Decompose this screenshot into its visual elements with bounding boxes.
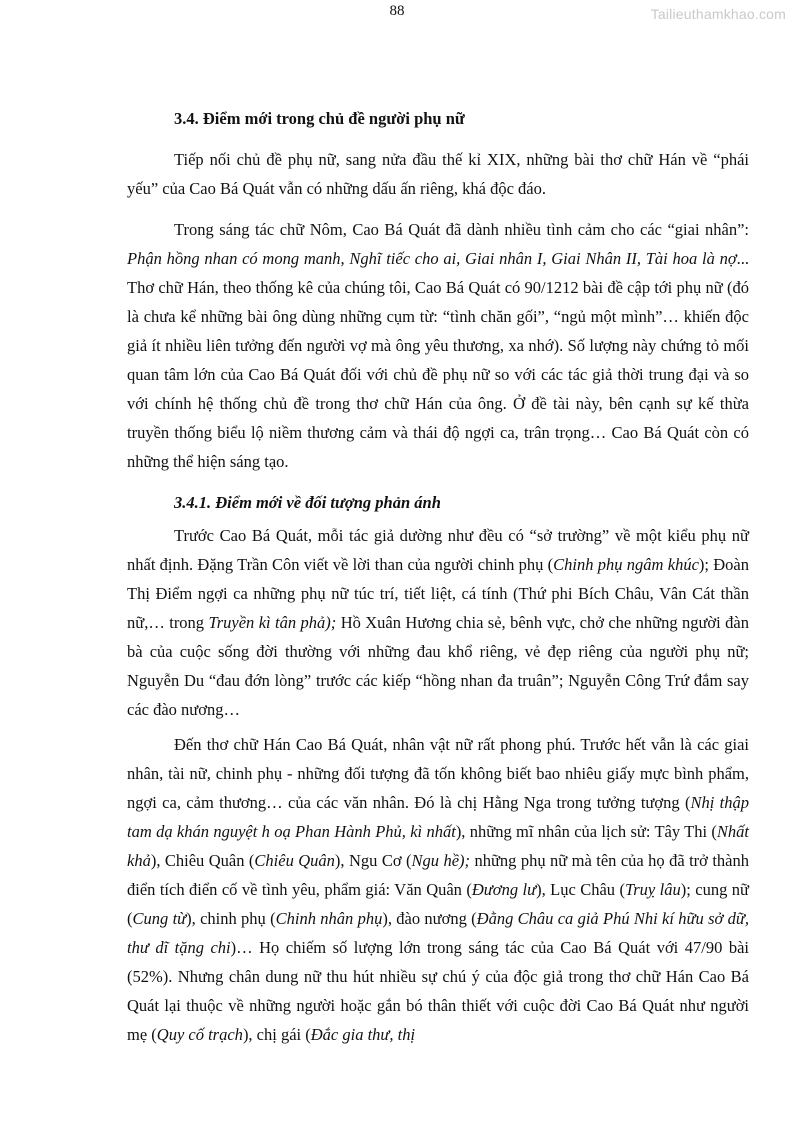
section-heading: 3.4. Điểm mới trong chủ đề người phụ nữ: [174, 109, 465, 128]
italic-title: Nhất khả: [127, 822, 749, 870]
text-run: Hồ Xuân Hương chia sẻ, bênh vực, chở che những người đàn bà của cuộc sống đời thường với những đau khổ riêng, vẻ đẹp riêng của người phụ nữ; Nguyễn Du “đau đớn lòng” trước các kiếp “hồng nhan đa truân”; Nguyễn Công Trứ đắm say các đào nương…: [127, 613, 749, 719]
text-run: Đến thơ chữ Hán Cao Bá Quát, nhân vật nữ rất phong phú. Trước hết vẫn là các giai nhân, tài nữ, chinh phụ - những đối tượng đã tốn không biết bao nhiêu giấy mực bình phẩm, ngợi ca, cảm thương… của các văn nhân. Đó là chị Hằng Nga trong tưởng tượng (: [127, 735, 749, 812]
paragraph: Tiếp nối chủ đề phụ nữ, sang nửa đầu thế kỉ XIX, những bài thơ chữ Hán về “phái yếu” của Cao Bá Quát vẫn có những dấu ấn riêng, khá độc đáo.: [127, 150, 749, 198]
text-run: ); Đoàn Thị Điểm ngợi ca những phụ nữ túc trí, tiết liệt, cá tính (Thứ phi Bích Châu, Vân Cát thần nữ,… trong: [127, 555, 749, 632]
text-run: )… Họ chiếm số lượng lớn trong sáng tác của Cao Bá Quát với 47/90 bài (52%). Nhưng chân dung nữ thu hút nhiều sự chú ý của độc giả trong thơ chữ Hán Cao Bá Quát lại thuộc về những người hoặc gắn bó thân thiết với cuộc đời Cao Bá Quát như người mẹ (: [127, 938, 749, 1044]
italic-title: Chinh nhân phụ: [275, 909, 383, 928]
italic-title: Đằng Châu ca giả Phú Nhi kí hữu sở dữ, thư dĩ tặng chi: [127, 909, 749, 957]
text-run: ), những mĩ nhân của lịch sử: Tây Thi (: [455, 822, 717, 841]
text-run: ), Ngu Cơ (: [334, 851, 412, 870]
text-run: ), Chiêu Quân (: [150, 851, 255, 870]
italic-title: Nhị thập tam dạ khán nguyệt h oạ Phan Hành Phủ, kì nhất: [127, 793, 749, 841]
paragraph: [127, 730, 749, 1049]
italic-title: Đắc gia thư, thị: [310, 1025, 416, 1044]
page-number: 88: [389, 3, 405, 19]
italic-title: Đương lư: [471, 880, 537, 899]
italic-title: Chiêu Quân: [254, 851, 335, 870]
italic-title: Truỵ lâu: [624, 880, 681, 899]
text-run: Trước Cao Bá Quát, mỗi tác giả dường như đều có “sở trường” về một kiểu phụ nữ nhất định. Đặng Trần Côn viết về lời than của người chinh phụ (: [127, 526, 749, 574]
text-run: ); cung nữ (: [127, 880, 749, 928]
text-run: ), đào nương (: [382, 909, 477, 928]
document-body: [127, 104, 749, 1049]
text-run: những phụ nữ mà tên của họ đã trở thành điển tích điển cố về tình yêu, phẩm giá: Văn Quân (: [127, 851, 749, 899]
watermark: Tailieuthamkhao.com: [650, 6, 786, 22]
paragraph: [127, 521, 749, 724]
italic-title: Quy cố trạch: [156, 1025, 243, 1044]
italic-title: Chinh phụ ngâm khúc: [553, 555, 699, 574]
italic-title: Ngu hề);: [411, 851, 471, 870]
text-run: ), chị gái (: [242, 1025, 311, 1044]
text-run: Trong sáng tác chữ Nôm, Cao Bá Quát đã dành nhiều tình cảm cho các “giai nhân”:: [174, 220, 749, 239]
text-run: ), Lục Châu (: [536, 880, 625, 899]
subsection-heading: 3.4.1. Điểm mới về đối tượng phản ánh: [174, 493, 441, 512]
text-run: ), chinh phụ (: [186, 909, 276, 928]
italic-title: Phận hồng nhan có mong manh, Nghĩ tiếc cho ai, Giai nhân I, Giai Nhân II, Tài hoa là nợ: [127, 249, 737, 268]
paragraph: [127, 215, 749, 476]
italic-title: Truyền kì tân phả);: [208, 613, 337, 632]
italic-title: Cung từ: [132, 909, 187, 928]
text-run: ... Thơ chữ Hán, theo thống kê của chúng tôi, Cao Bá Quát có 90/1212 bài đề cập tới phụ nữ (đó là chưa kể những bài ông dùng những cụm từ: “tình chăn gối”, “ngủ một mình”… khiến độc giả ít nhiều liên tưởng đến người vợ mà ông yêu thương, xa nhớ). Số lượng này chứng tỏ mối quan tâm lớn của Cao Bá Quát đối với chủ đề phụ nữ so với các tác giả thời trung đại và so với chính hệ thống chủ đề trong thơ chữ Hán của ông. Ở đề tài này, bên cạnh sự kế thừa truyền thống biểu lộ niềm thương cảm và thái độ ngợi ca, trân trọng… Cao Bá Quát còn có những thể hiện sáng tạo.: [127, 249, 749, 471]
